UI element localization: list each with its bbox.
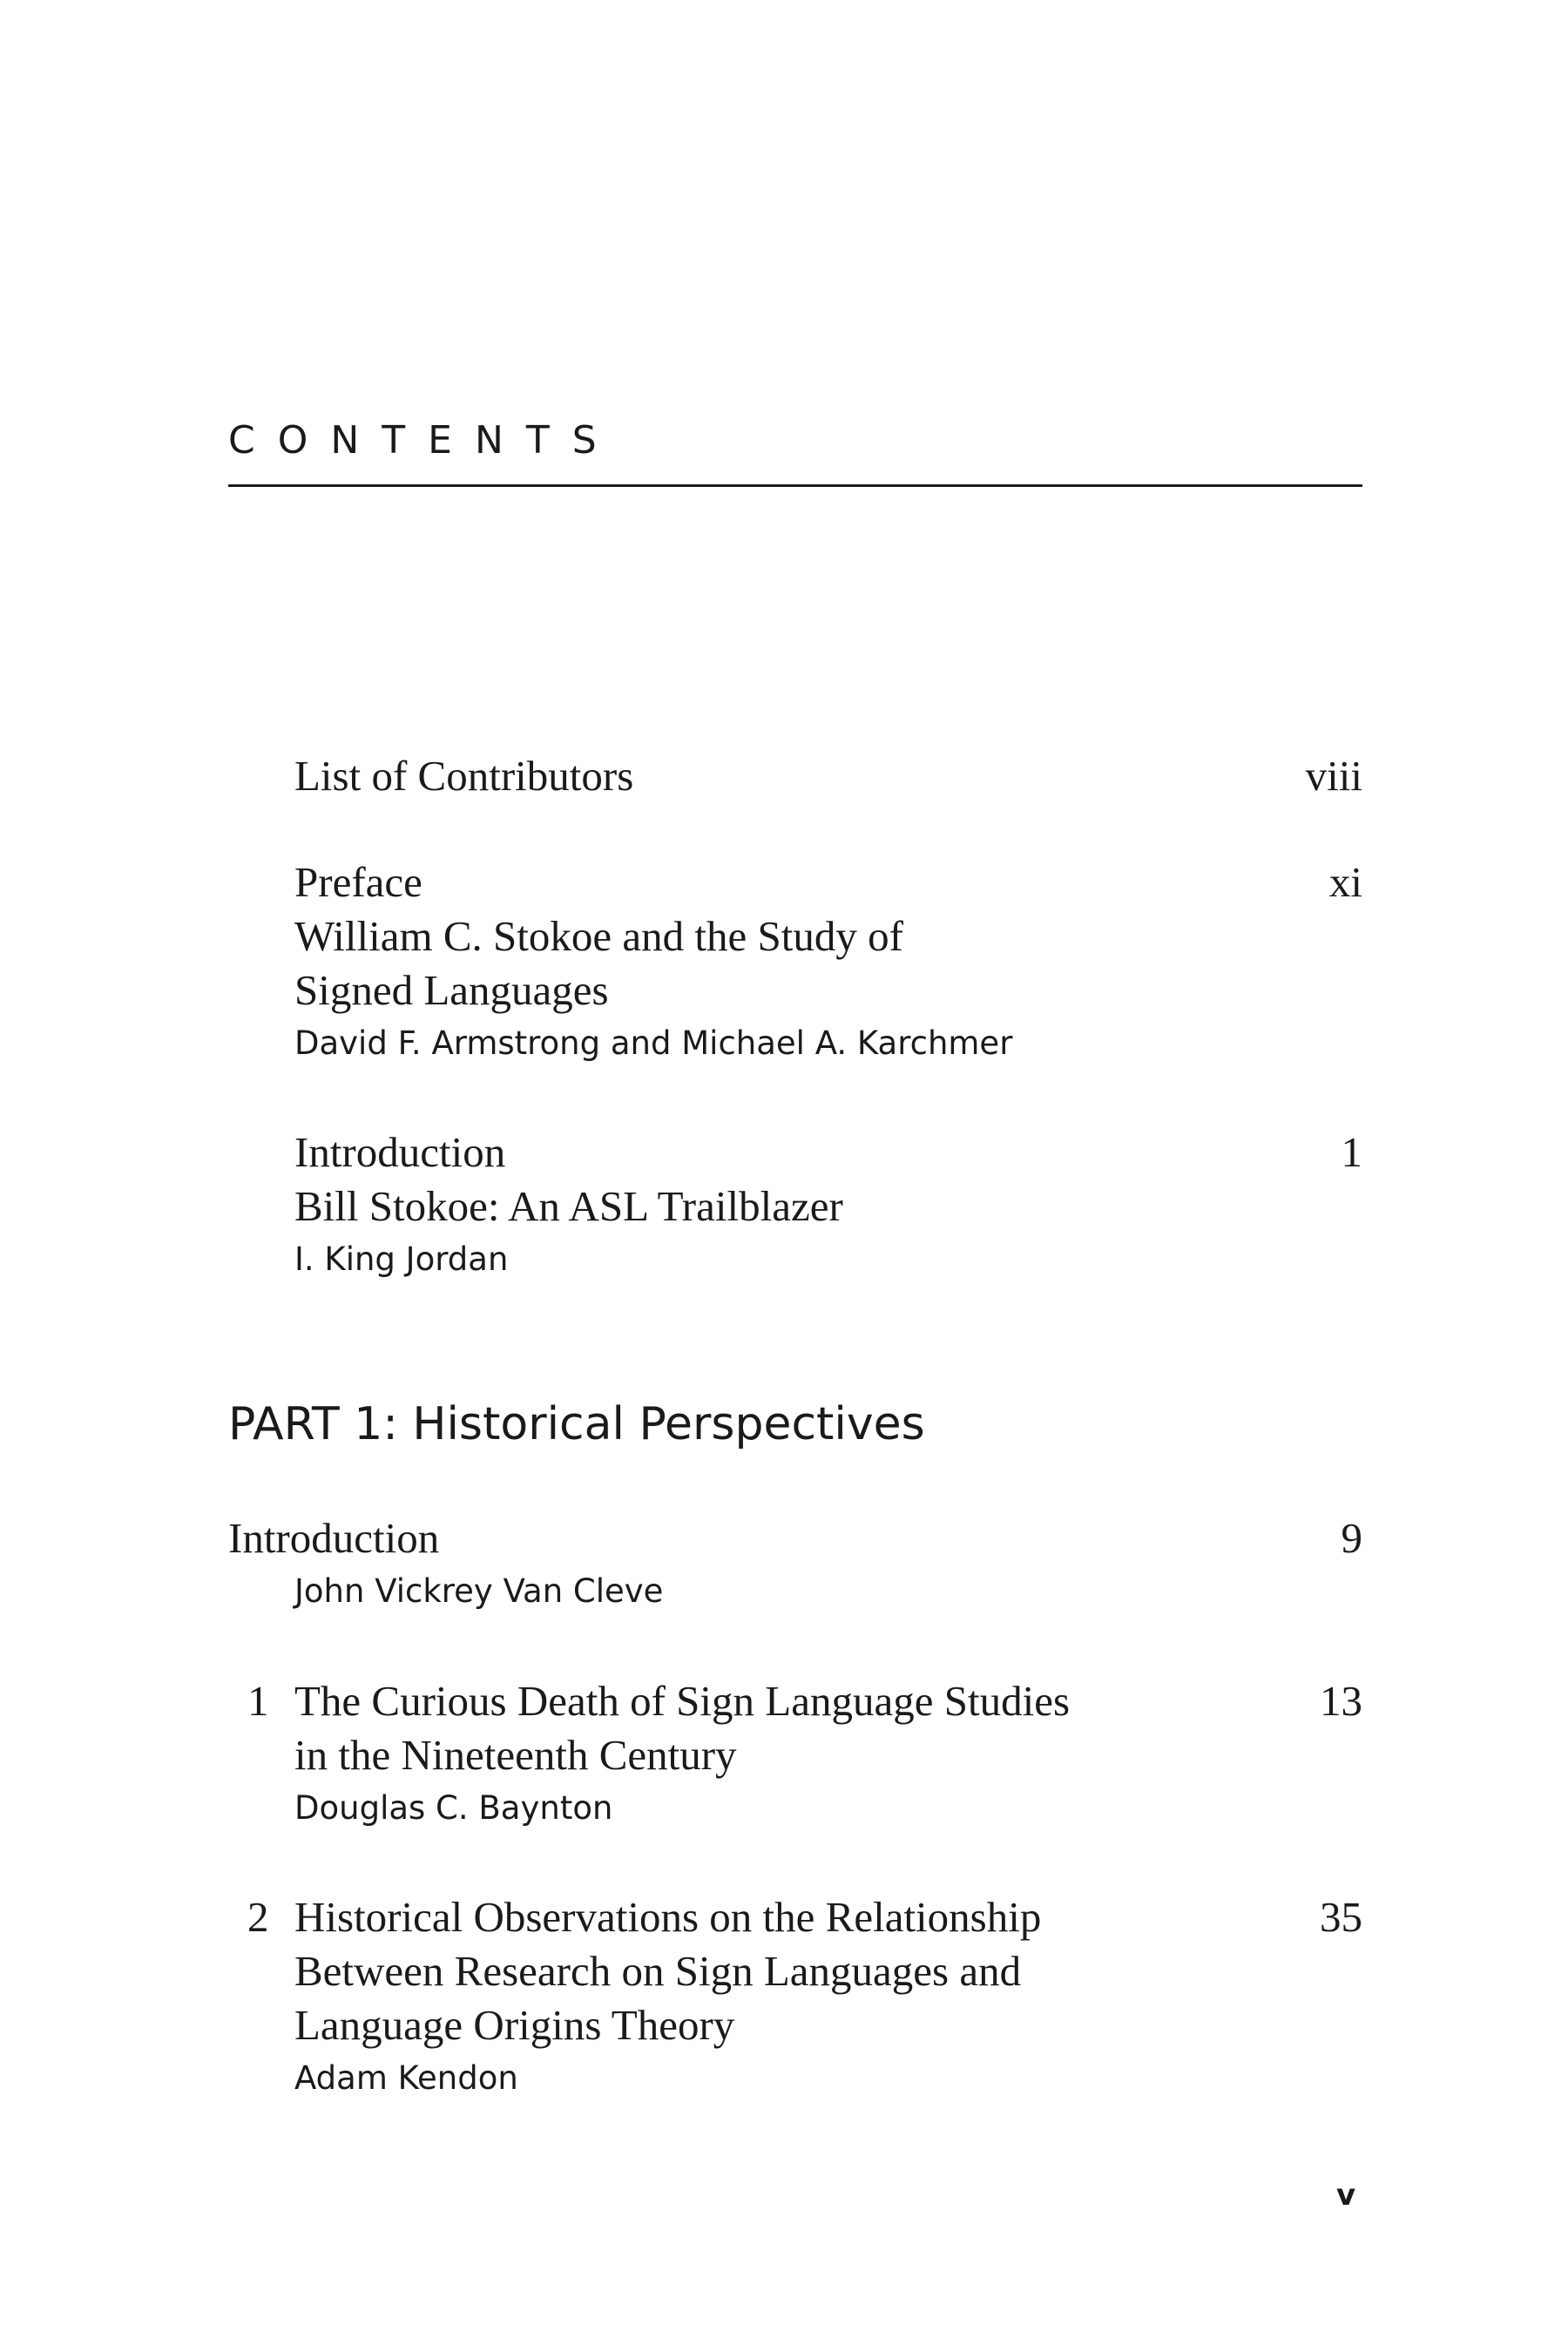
entry-page-number: 13 — [1320, 1677, 1362, 1725]
entry-author: Adam Kendon — [294, 2059, 518, 2097]
toc-entry-part-introduction[interactable] — [228, 1511, 1362, 1614]
entry-title: Introduction — [294, 1128, 506, 1176]
entry-title-line: Language Origins Theory — [294, 2001, 735, 2049]
entry-page-number: xi — [1328, 858, 1362, 906]
entry-title: Historical Observations on the Relationship — [294, 1893, 1042, 1941]
entry-title: Introduction — [228, 1514, 440, 1562]
entry-title: List of Contributors — [294, 752, 634, 800]
chapter-number: 1 — [247, 1677, 269, 1725]
toc-entry-contributors[interactable] — [228, 749, 1362, 803]
entry-author: I. King Jordan — [294, 1240, 509, 1278]
entry-title-line: Signed Languages — [294, 966, 609, 1014]
chapter-number: 2 — [247, 1893, 269, 1941]
page-folio: v — [1336, 2178, 1356, 2213]
entry-title: The Curious Death of Sign Language Studies — [294, 1677, 1071, 1725]
toc-entry-chapter-1[interactable] — [228, 1674, 1362, 1831]
part-heading: PART 1: Historical Perspectives — [228, 1398, 925, 1450]
entry-page-number: 35 — [1320, 1893, 1362, 1941]
entry-title-line: William C. Stokoe and the Study of — [294, 912, 903, 960]
toc-entry-chapter-2[interactable] — [228, 1890, 1362, 2101]
entry-title-line: Between Research on Sign Languages and — [294, 1947, 1022, 1995]
heading-rule — [228, 484, 1362, 487]
entry-title: Preface — [294, 858, 422, 906]
toc-entry-preface[interactable] — [228, 855, 1362, 1066]
contents-heading: CONTENTS — [228, 418, 619, 463]
entry-author: Douglas C. Baynton — [294, 1789, 613, 1827]
entry-author: John Vickrey Van Cleve — [294, 1572, 664, 1610]
entry-title-line: Bill Stokoe: An ASL Trailblazer — [294, 1182, 843, 1230]
entry-page-number: 9 — [1341, 1514, 1362, 1562]
entry-title-line: in the Nineteenth Century — [294, 1731, 737, 1779]
toc-entry-introduction[interactable] — [228, 1125, 1362, 1282]
entry-author: David F. Armstrong and Michael A. Karchmer — [294, 1024, 1013, 1062]
entry-page-number: viii — [1305, 752, 1362, 800]
entry-page-number: 1 — [1341, 1128, 1362, 1176]
